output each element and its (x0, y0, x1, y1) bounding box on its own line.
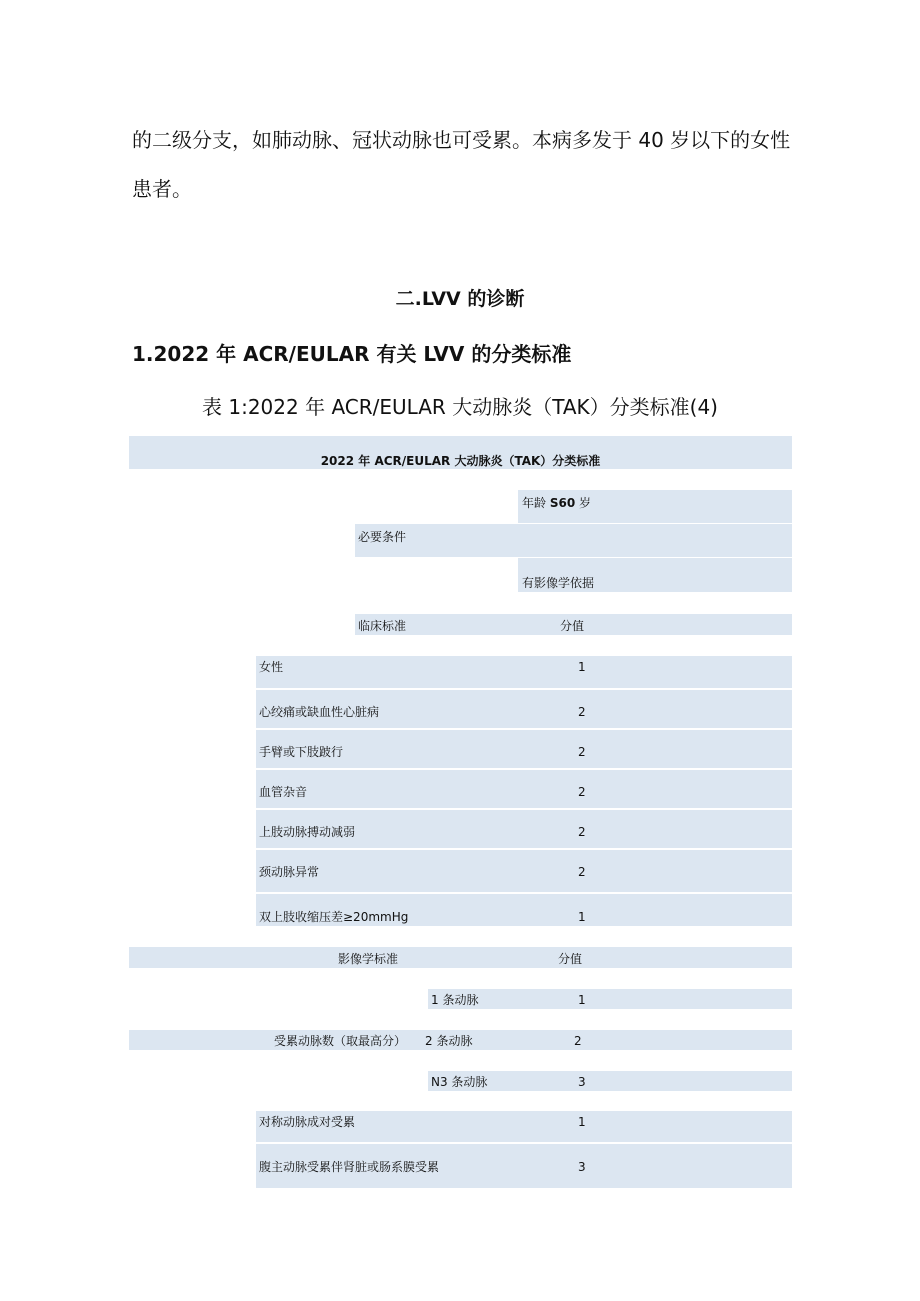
clinical-score: 2 (578, 705, 586, 719)
intro-line-2: 患者。 (132, 177, 192, 201)
clinical-score-label: 分值 (560, 619, 585, 633)
clinical-item: 血管杂音 (259, 785, 308, 799)
clinical-item: 心绞痛或缺血性心脏病 (259, 705, 380, 719)
imaging-group-score: 3 (578, 1075, 586, 1089)
required-age: 年龄 S60 岁 (522, 496, 591, 510)
clinical-score: 1 (578, 910, 586, 924)
imaging-header-bar (129, 947, 792, 968)
clinical-row-bg (256, 770, 792, 808)
imaging-group-score: 1 (578, 993, 586, 1007)
imaging-item: 对称动脉成对受累 (259, 1115, 356, 1129)
table-caption: 表 1:2022 年 ACR/EULAR 大动脉炎（TAK）分类标准(4) (202, 395, 718, 419)
section-title: 二.LVV 的诊断 (395, 288, 525, 310)
clinical-item: 双上肢收缩压差≥20mmHg (259, 910, 409, 924)
intro-line-1: 的二级分支，如肺动脉、冠状动脉也可受累。本病多发于 40 岁以下的女性 (132, 128, 791, 152)
clinical-item: 上肢动脉搏动减弱 (259, 825, 356, 839)
imaging-group-item: N3 条动脉 (431, 1075, 488, 1089)
imaging-group-row-bg (428, 989, 792, 1009)
clinical-score: 2 (578, 785, 586, 799)
clinical-score: 1 (578, 660, 586, 674)
table-header: 2022 年 ACR/EULAR 大动脉炎（TAK）分类标准 (320, 454, 601, 468)
clinical-item: 女性 (259, 660, 284, 674)
clinical-row-bg (256, 656, 792, 688)
imaging-score-label: 分值 (558, 952, 583, 966)
clinical-score: 2 (578, 825, 586, 839)
imaging-item: 腹主动脉受累伴肾脏或肠系膜受累 (259, 1160, 440, 1174)
imaging-label: 影像学标准 (338, 952, 399, 966)
clinical-row-bg (256, 850, 792, 892)
imaging-score: 3 (578, 1160, 586, 1174)
imaging-group-label: 受累动脉数（取最高分） (274, 1034, 407, 1048)
clinical-item: 颈动脉异常 (259, 865, 320, 879)
required-label-bar (355, 524, 792, 557)
imaging-group-item: 1 条动脉 (431, 993, 479, 1007)
clinical-item: 手臂或下肢跛行 (259, 745, 344, 759)
clinical-score: 2 (578, 745, 586, 759)
clinical-score: 2 (578, 865, 586, 879)
required-imaging: 有影像学依据 (522, 576, 595, 590)
clinical-label: 临床标准 (358, 619, 407, 633)
imaging-group-score: 2 (574, 1034, 582, 1048)
imaging-score: 1 (578, 1115, 586, 1129)
imaging-group-item: 2 条动脉 (425, 1034, 473, 1048)
required-label: 必要条件 (358, 530, 407, 544)
subsection-title: 1.2022 年 ACR/EULAR 有关 LVV 的分类标准 (132, 342, 572, 366)
